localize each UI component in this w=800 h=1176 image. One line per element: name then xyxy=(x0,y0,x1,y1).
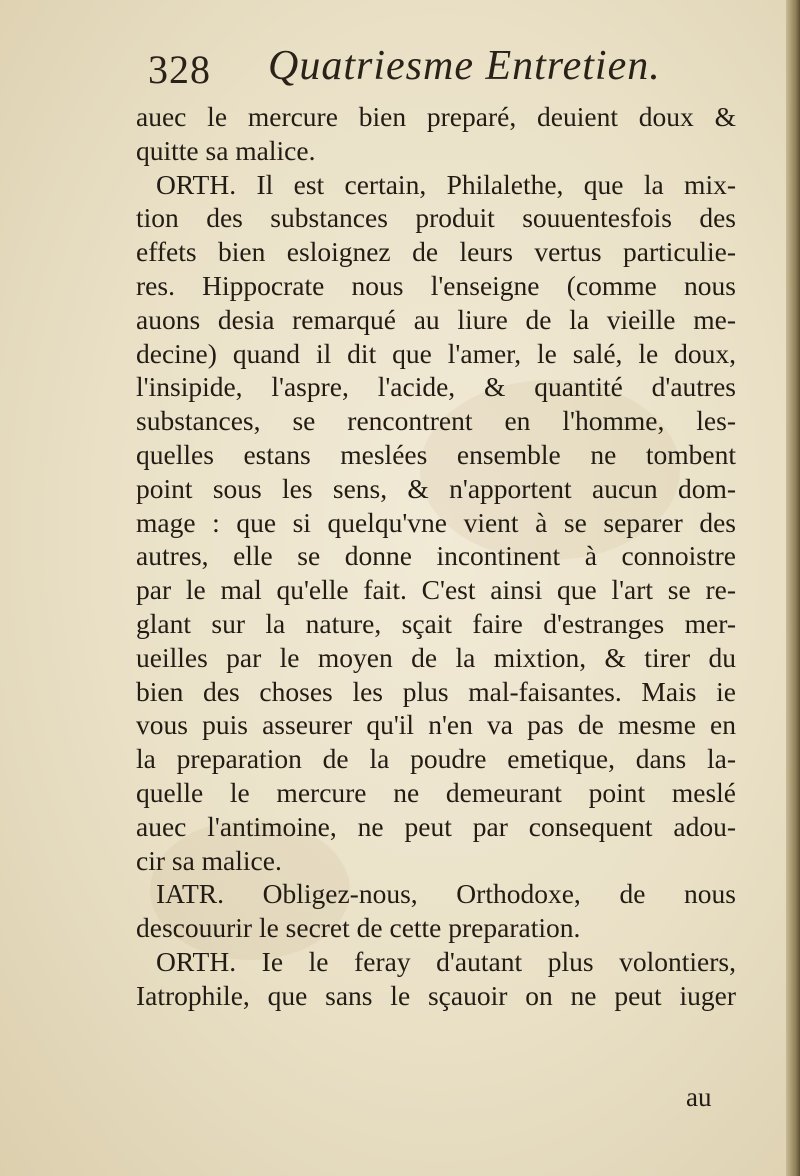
running-title: Quatriesme Entretien. xyxy=(268,43,661,89)
speaker-line: ORTH. Ie le feray d'autant plus volontiers, xyxy=(156,945,736,977)
text-line: autres, elle se donne incontinent à connoistre xyxy=(136,540,736,572)
body-text xyxy=(136,100,736,1013)
text-line: auons desia remarqué au liure de la vieille me- xyxy=(136,303,736,335)
speaker-line: IATR. Obligez-nous, Orthodoxe, de nous xyxy=(156,878,736,910)
text-line: quelles estans meslées ensemble ne tombent xyxy=(136,438,736,470)
text-line: effets bien esloignez de leurs vertus particulie- xyxy=(136,236,736,268)
text-line: quelle le mercure ne demeurant point meslé xyxy=(136,776,736,808)
text-line: cir sa malice. xyxy=(136,844,282,876)
text-line: point sous les sens, & n'apportent aucun dom- xyxy=(136,472,736,504)
text-line: substances, se rencontrent en l'homme, les- xyxy=(136,405,736,437)
text-line: mage : que si quelqu'vne vient à se separer des xyxy=(136,506,736,538)
text-line: par le mal qu'elle fait. C'est ainsi que l'art se re- xyxy=(136,574,736,606)
speaker-line: ORTH. Il est certain, Philalethe, que la mix- xyxy=(156,168,736,200)
text-line: auec le mercure bien preparé, deuient doux & xyxy=(136,101,736,132)
text-line: ueilles par le moyen de la mixtion, & tirer du xyxy=(136,641,736,673)
text-line: bien des choses les plus mal-faisantes. Mais ie xyxy=(136,675,736,707)
text-line: auec l'antimoine, ne peut par consequent adou- xyxy=(136,810,736,842)
text-line: quitte sa malice. xyxy=(136,134,316,166)
text-line: Iatrophile, que sans le sçauoir on ne peut iuger xyxy=(136,979,736,1011)
text-line: tion des substances produit souuentesfois des xyxy=(136,202,736,234)
page-number: 328 xyxy=(148,47,211,92)
text-line: la preparation de la poudre emetique, dans la- xyxy=(136,743,736,775)
text-line: decine) quand il dit que l'amer, le salé, le doux, xyxy=(136,337,736,369)
catchword: au xyxy=(686,1082,712,1112)
text-line: vous puis asseurer qu'il n'en va pas de mesme en xyxy=(136,709,736,741)
page-header xyxy=(148,42,708,102)
page-edge-shadow xyxy=(786,0,800,1176)
text-line: descouurir le secret de cette preparation. xyxy=(136,912,581,944)
text-line: l'insipide, l'aspre, l'acide, & quantité d'autres xyxy=(136,371,736,403)
text-line: res. Hippocrate nous l'enseigne (comme nous xyxy=(136,269,736,301)
text-line: glant sur la nature, sçait faire d'estranges mer- xyxy=(136,607,736,639)
